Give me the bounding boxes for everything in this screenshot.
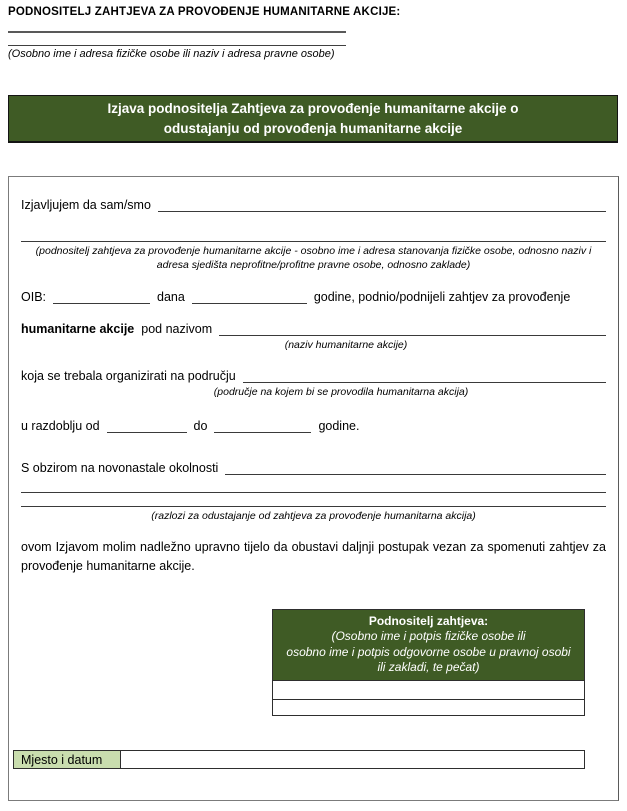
place-date-row [13,750,606,769]
reasons-caption: (razlozi za odustajanje od zahtjeva za provođenje humanitarna akcija) [151,510,476,523]
place-date-field[interactable] [121,750,585,769]
period-row [21,419,606,433]
action-name-caption: (naziv humanitarne akcije) [284,338,408,351]
circumstances-field-3[interactable] [21,506,606,507]
closing-paragraph: ovom Izjavom molim nadležno upravno tijelo da obustavi daljnji postupak vezan za spomenuti zahtjev za provođenje humanitarne akcije. [21,540,606,574]
applicant-section [8,6,619,60]
period-to-label: do [193,419,208,434]
document-title-banner [8,95,618,143]
applicant-address-field[interactable] [8,45,346,46]
period-from-label: u razdoblju od [21,419,100,434]
area-caption: (područje na kojem bi se provodila humanitarna akcija) [213,385,469,398]
declarant-name-field[interactable] [158,199,606,212]
circumstances-label: S obzirom na novonastale okolnosti [21,461,219,476]
dana-label: dana [157,289,185,304]
signature-row-2[interactable] [273,699,584,715]
declarant-details-field[interactable] [21,241,606,242]
signature-row-1[interactable] [273,680,584,699]
area-field[interactable] [243,370,606,383]
oib-label: OIB: [21,289,47,304]
banner-title-line1: Izjava podnositelja Zahtjeva za provođenje humanitarne akcije o [107,100,519,116]
period-to-field[interactable] [214,420,311,433]
declaration-caption: (podnositelj zahtjeva za provođenje humanitarne akcije - osobno ime i adresa stanovanja fizičke osobe, odnosno naziv i adresa sjedišta neprofitne/profitne pravne osobe, odnosno zaklade) [35,245,592,271]
applicant-caption: (Osobno ime i adresa fizičke osobe ili naziv i adresa pravne osobe) [8,48,335,60]
applicant-heading: PODNOSITELJ ZAHTJEVA ZA PROVOĐENJE HUMANITARNE AKCIJE: [8,6,401,18]
signature-caption-line1: (Osobno ime i potpis fizičke osobe ili [331,629,526,644]
oib-row [21,290,606,304]
area-label: koja se trebala organizirati na području [21,368,236,383]
action-name-field[interactable] [219,323,606,336]
signature-box [272,609,585,716]
circumstances-field-1[interactable] [225,462,606,475]
signature-caption-line2: osobno ime i potpis odgovorne osobe u pravnoj osobi [286,644,571,659]
statement-form-box [8,176,619,801]
declaration-row [21,198,606,212]
signature-header [273,610,584,680]
circumstances-field-2[interactable] [21,492,606,493]
submission-date-field[interactable] [192,291,307,304]
action-name-row [21,322,606,336]
period-from-field[interactable] [107,420,187,433]
signature-title: Podnositelj zahtjeva: [368,613,489,628]
place-date-label: Mjesto i datum [13,750,121,769]
declaration-label: Izjavljujem da sam/smo [21,198,151,212]
period-year-label: godine. [318,419,360,434]
oib-field[interactable] [53,291,150,304]
banner-title-line2: odustajanju od provođenja humanitarne akcije [163,120,463,136]
action-bold-label: humanitarne akcije [21,321,135,336]
applicant-name-field[interactable] [8,31,346,33]
pod-nazivom-label: pod nazivom [141,321,213,336]
area-row [21,369,606,383]
godine-submit-label: godine, podnio/podnijeli zahtjev za provođenje [313,289,571,304]
circumstances-row [21,461,606,475]
signature-caption-line3: ili zakladi, te pečat) [377,659,480,674]
